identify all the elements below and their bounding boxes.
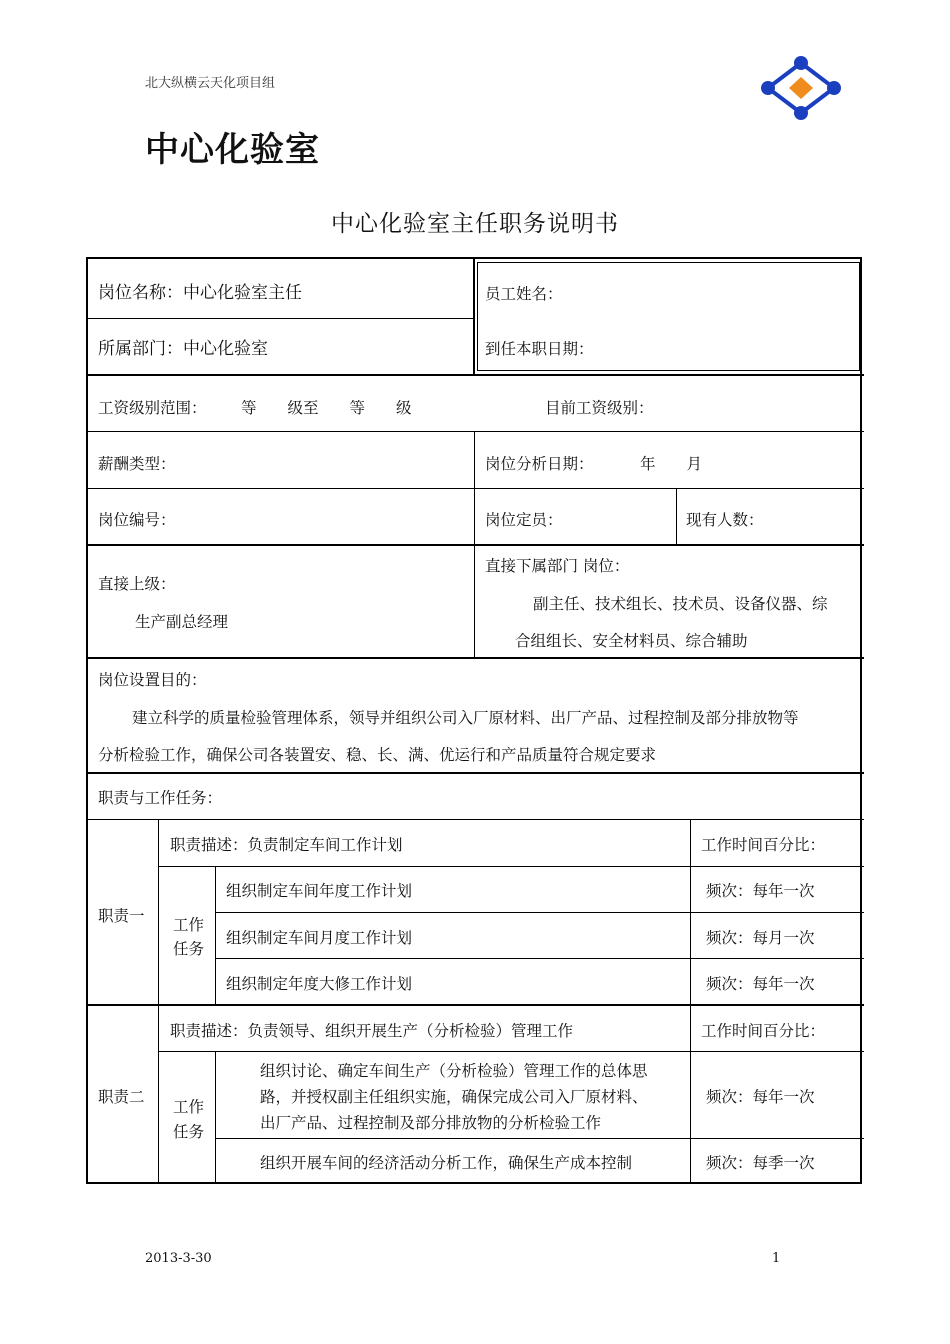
page-number: 1 bbox=[772, 1251, 781, 1266]
purpose-line1: 建立科学的质量检验管理体系，领导并组织公司入厂原材料、出厂产品、过程控制及部分排放物等 bbox=[132, 709, 799, 727]
current-salary: 目前工资级别： bbox=[545, 399, 654, 417]
document-title: 中心化验室主任职务说明书 bbox=[331, 211, 619, 237]
subordinate-line1: 副主任、技术组长、技术员、设备仪器、综 bbox=[533, 595, 828, 613]
job-name: 岗位名称：中心化验室主任 bbox=[98, 283, 302, 303]
start-date: 到任本职日期： bbox=[485, 340, 594, 358]
salary-range-values: 等 级至 等 级 bbox=[241, 399, 412, 417]
subordinate-line2: 合组组长、安全材料员、综合辅助 bbox=[515, 632, 748, 650]
current-count: 现有人数： bbox=[686, 511, 764, 529]
job-code: 岗位编号： bbox=[98, 511, 176, 529]
superior-label: 直接上级： bbox=[98, 575, 176, 593]
quota: 岗位定员： bbox=[485, 511, 563, 529]
duty2-task2-freq: 频次：每季一次 bbox=[706, 1154, 815, 1172]
purpose-label: 岗位设置目的： bbox=[98, 671, 207, 689]
duty2-task-label-1: 工作 bbox=[173, 1098, 205, 1116]
duties-label: 职责与工作任务： bbox=[98, 789, 223, 807]
header-org: 北大纵横云天化项目组 bbox=[145, 76, 276, 91]
subordinate-label: 直接下属部门 岗位： bbox=[485, 557, 630, 575]
duty1-name: 职责一 bbox=[98, 907, 145, 925]
duty1-desc: 职责描述：负责制定车间工作计划 bbox=[170, 836, 403, 854]
duty2-task1-line3: 出厂产品、过程控制及部分排放物的分析检验工作 bbox=[260, 1114, 602, 1132]
duty1-task2: 组织制定车间月度工作计划 bbox=[226, 929, 413, 947]
duty1-task1: 组织制定车间年度工作计划 bbox=[226, 882, 413, 900]
duty1-task-label-1: 工作 bbox=[173, 916, 205, 934]
duty2-task1-freq: 频次：每年一次 bbox=[706, 1088, 815, 1106]
department-title: 中心化验室 bbox=[145, 130, 320, 170]
duty1-task1-freq: 频次：每年一次 bbox=[706, 882, 815, 900]
salary-range-label: 工资级别范围： bbox=[98, 399, 207, 417]
department: 所属部门：中心化验室 bbox=[98, 339, 268, 359]
duty1-task2-freq: 频次：每月一次 bbox=[706, 929, 815, 947]
pay-type: 薪酬类型： bbox=[98, 455, 176, 473]
duty2-time-label: 工作时间百分比： bbox=[701, 1022, 826, 1040]
duty1-task3-freq: 频次：每年一次 bbox=[706, 975, 815, 993]
analysis-date-value: 年 月 bbox=[640, 455, 703, 473]
duty2-task2: 组织开展车间的经济活动分析工作，确保生产成本控制 bbox=[260, 1154, 633, 1172]
purpose-line2: 分析检验工作，确保公司各装置安、稳、长、满、优运行和产品质量符合规定要求 bbox=[98, 746, 657, 764]
employee-name: 员工姓名： bbox=[485, 285, 563, 303]
duty2-task-label-2: 任务 bbox=[173, 1123, 205, 1141]
company-logo bbox=[758, 55, 844, 121]
duty1-task3: 组织制定年度大修工作计划 bbox=[226, 975, 413, 993]
duty1-task-label-2: 任务 bbox=[173, 940, 205, 958]
duty1-time-label: 工作时间百分比： bbox=[701, 836, 826, 854]
superior-value: 生产副总经理 bbox=[135, 613, 229, 631]
duty2-desc: 职责描述：负责领导、组织开展生产（分析检验）管理工作 bbox=[170, 1022, 574, 1040]
duty2-task1-line1: 组织讨论、确定车间生产（分析检验）管理工作的总体思 bbox=[260, 1062, 648, 1080]
analysis-date-label: 岗位分析日期： bbox=[485, 455, 594, 473]
duty2-name: 职责二 bbox=[98, 1088, 145, 1106]
footer-date: 2013-3-30 bbox=[145, 1251, 212, 1266]
duty2-task1-line2: 路，并授权副主任组织实施，确保完成公司入厂原材料、 bbox=[260, 1088, 648, 1106]
job-description-form bbox=[86, 257, 862, 1184]
